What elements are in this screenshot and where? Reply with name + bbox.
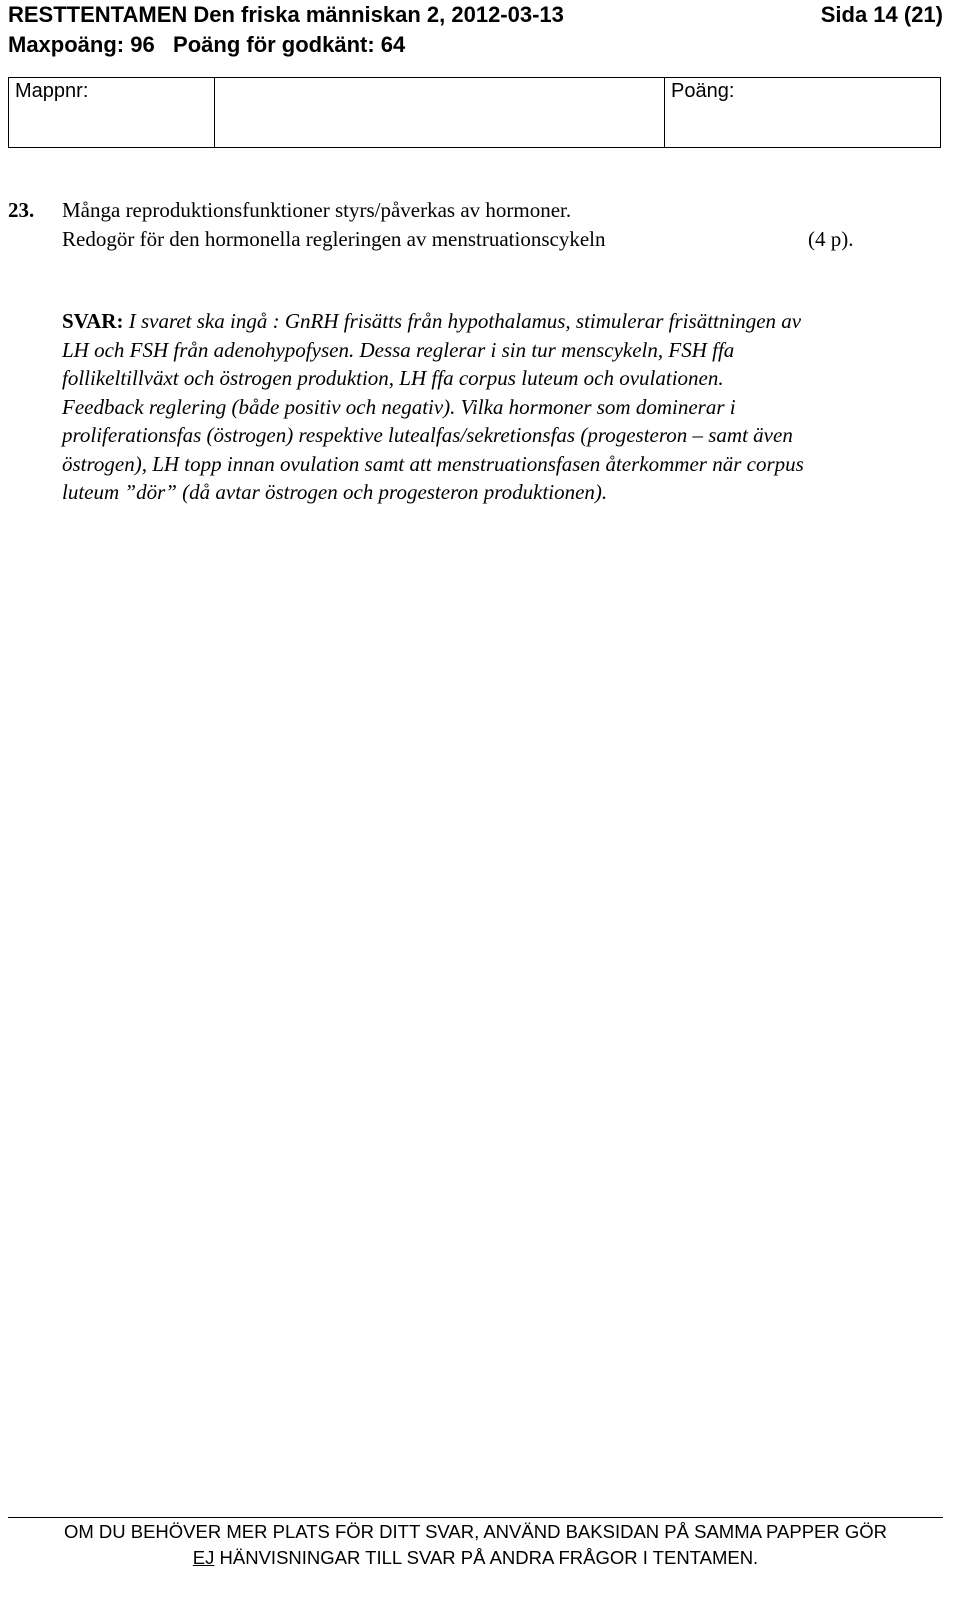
footer-text-2: HÄNVISNINGAR TILL SVAR PÅ ANDRA FRÅGOR I TENTAMEN. (214, 1547, 759, 1568)
answer-label: SVAR: (62, 309, 124, 333)
poang-label: Poäng: (671, 80, 735, 102)
answer-block (62, 307, 942, 507)
question-line-2 (8, 225, 943, 254)
page-footer (8, 1519, 943, 1571)
answer-line-1 (62, 307, 942, 336)
question-text-1: Många reproduktionsfunktioner styrs/påverkas av hormoner. (62, 198, 572, 222)
page-header (8, 0, 943, 60)
answer-line-4: Feedback reglering (både positiv och negativ). Vilka hormoner som dominerar i (62, 394, 736, 419)
question-text-2: Redogör för den hormonella regleringen av menstruationscykeln (62, 227, 606, 251)
footer-emphasis: EJ (192, 1547, 215, 1568)
answer-line-5: proliferationsfas (östrogen) respektive lutealfas/sekretionsfas (progesteron – samt även (62, 423, 793, 447)
header-points-row (8, 30, 943, 60)
answer-line-2: LH och FSH från adenohypofysen. Dessa reglerar i sin tur menscykeln, FSH ffa (62, 337, 735, 362)
answer-line-6: östrogen), LH topp innan ovulation samt att menstruationsfasen återkommer när corpus (62, 451, 804, 476)
question-points: (4 p). (808, 227, 854, 251)
score-table (8, 77, 941, 148)
max-points: Maxpoäng: 96 Poäng för godkänt: 64 (8, 32, 406, 57)
footer-line-1: OM DU BEHÖVER MER PLATS FÖR DITT SVAR, ANVÄND BAKSIDAN PÅ SAMMA PAPPER GÖR (63, 1521, 888, 1542)
question-line-1 (8, 196, 943, 225)
mappnr-input-cell[interactable] (215, 78, 665, 147)
mappnr-label: Mappnr: (15, 80, 89, 102)
answer-line-7: luteum ”dör” (då avtar östrogen och progesteron produktionen). (62, 480, 608, 504)
page-number: Sida 14 (21) (820, 2, 943, 27)
poang-cell[interactable] (665, 78, 941, 147)
question-23 (8, 196, 943, 254)
exam-title: RESTTENTAMEN Den friska människan 2, 2012-03-13 (8, 2, 564, 27)
mappnr-cell (9, 78, 215, 147)
header-title-row (8, 0, 943, 30)
answer-line-3: follikeltillväxt och östrogen produktion, LH ffa corpus luteum och ovulationen. (62, 366, 724, 390)
footer-line-2 (8, 1545, 943, 1571)
answer-text-1: I svaret ska ingå : GnRH frisätts från hypothalamus, stimulerar frisättningen av (123, 309, 802, 333)
footer-divider (8, 1517, 943, 1518)
question-number: 23. (8, 198, 35, 222)
